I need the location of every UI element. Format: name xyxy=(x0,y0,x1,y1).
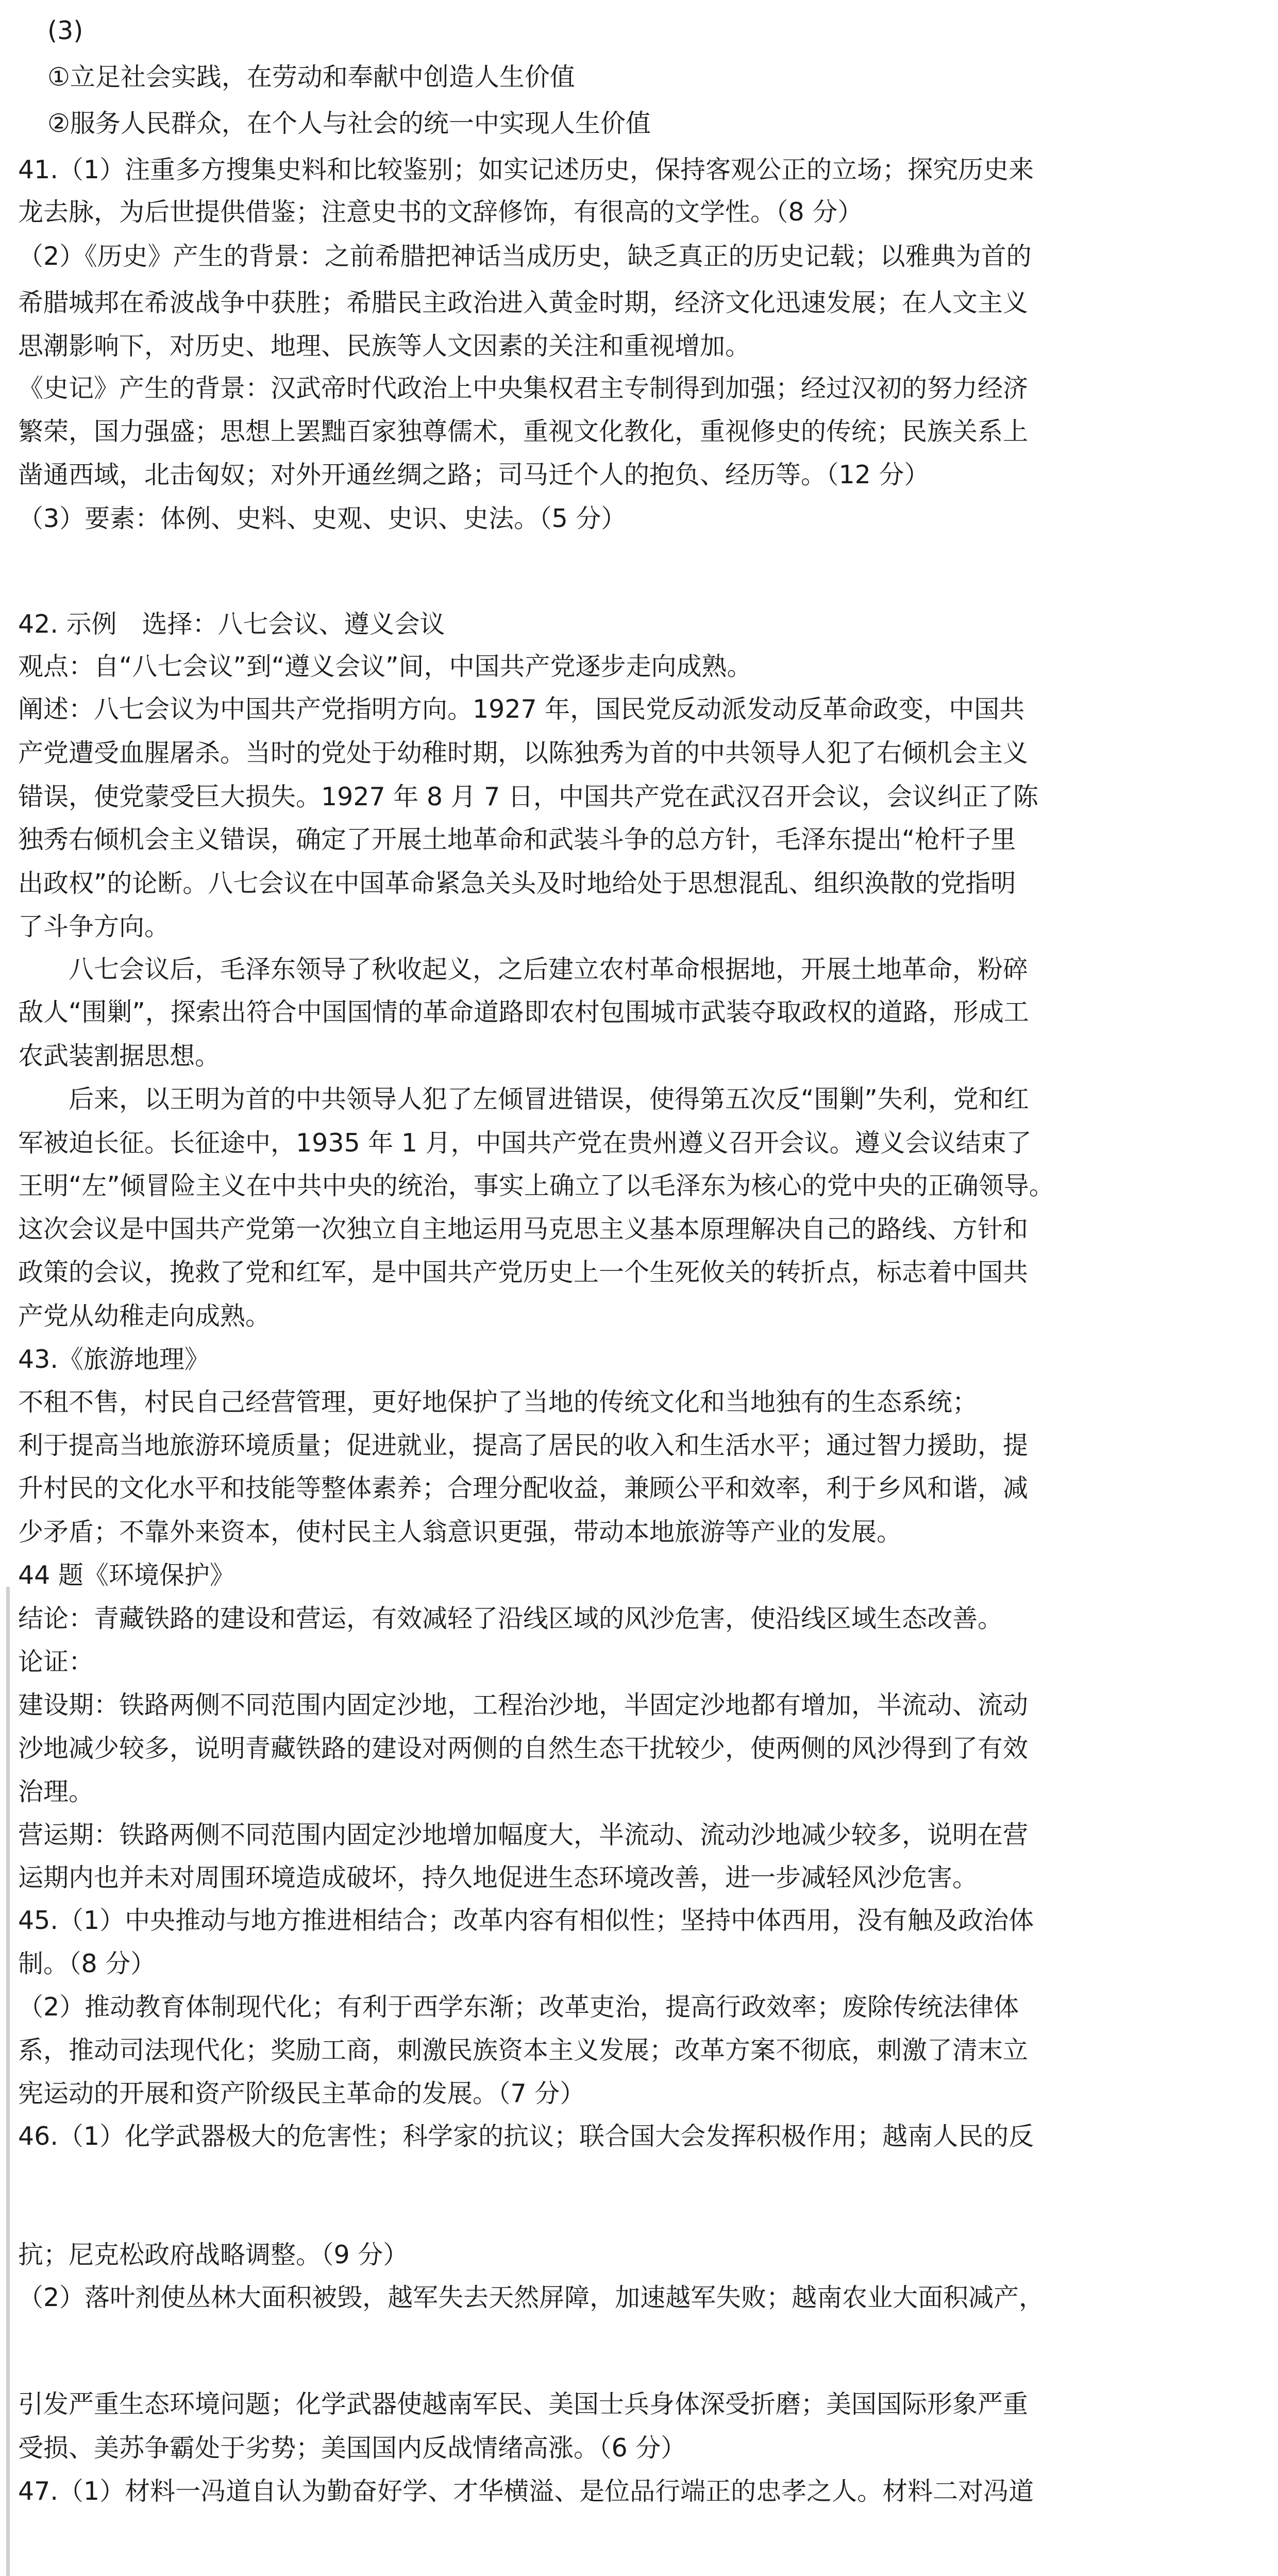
text-line: 42. 示例 选择：八七会议、遵义会议 xyxy=(18,609,445,639)
text-line: 不租不售，村民自己经营管理，更好地保护了当地的传统文化和当地独有的生态系统； xyxy=(18,1387,978,1417)
text-line: 后来，以王明为首的中共领导人犯了左倾冒进错误，使得第五次反“围剿”失利，党和红 xyxy=(18,1084,1029,1114)
text-line: 论证： xyxy=(18,1647,94,1676)
text-line: 繁荣，国力强盛；思想上罢黜百家独尊儒术，重视文化教化，重视修史的传统；民族关系上 xyxy=(18,417,1029,446)
text-line: （2）推动教育体制现代化；有利于西学东渐；改革吏治，提高行政效率；废除传统法律体 xyxy=(18,1992,1019,2022)
text-line: 了斗争方向。 xyxy=(18,912,170,941)
text-line: 引发严重生态环境问题；化学武器使越南军民、美国士兵身体深受折磨；美国国际形象严重 xyxy=(18,2389,1029,2419)
text-line: 运期内也并未对周围环境造成破坏，持久地促进生态环境改善，进一步减轻风沙危害。 xyxy=(18,1863,978,1892)
text-line: （2）落叶剂使丛林大面积被毁，越军失去天然屏障，加速越军失败；越南农业大面积减产， xyxy=(18,2283,1045,2312)
text-line: 营运期：铁路两侧不同范围内固定沙地增加幅度大，半流动、流动沙地减少较多，说明在营 xyxy=(18,1820,1029,1850)
text-line: 44 题《环境保护》 xyxy=(18,1561,235,1590)
text-line: 敌人“围剿”，探索出符合中国国情的革命道路即农村包围城市武装夺取政权的道路，形成工 xyxy=(18,997,1029,1027)
text-line: 结论：青藏铁路的建设和营运，有效减轻了沿线区域的风沙危害，使沿线区域生态改善。 xyxy=(18,1604,1003,1633)
text-line: 47.（1）材料一冯道自认为勤奋好学、才华横溢、是位品行端正的忠孝之人。材料二对冯道 xyxy=(18,2477,1034,2506)
text-line: 《史记》产生的背景：汉武帝时代政治上中央集权君主专制得到加强；经过汉初的努力经济 xyxy=(18,374,1029,403)
text-line: 宪运动的开展和资产阶级民主革命的发展。（7 分） xyxy=(18,2079,585,2108)
text-line: 45.（1）中央推动与地方推进相结合；改革内容有相似性；坚持中体西用，没有触及政治体 xyxy=(18,1906,1034,1935)
text-line: 王明“左”倾冒险主义在中共中央的统治，事实上确立了以毛泽东为核心的党中央的正确领导。 xyxy=(18,1171,1054,1200)
text-line: 产党遭受血腥屠杀。当时的党处于幼稚时期，以陈独秀为首的中共领导人犯了右倾机会主义 xyxy=(18,738,1029,768)
text-line: ②服务人民群众，在个人与社会的统一中实现人生价值 xyxy=(47,109,651,138)
text-line: 46.（1）化学武器极大的危害性；科学家的抗议；联合国大会发挥积极作用；越南人民的反 xyxy=(18,2122,1034,2151)
text-line: 受损、美苏争霸处于劣势；美国国内反战情绪高涨。（6 分） xyxy=(18,2433,686,2463)
text-line: 观点：自“八七会议”到“遵义会议”间，中国共产党逐步走向成熟。 xyxy=(18,652,752,681)
text-line: 八七会议后，毛泽东领导了秋收起义，之后建立农村革命根据地，开展土地革命，粉碎 xyxy=(18,955,1029,984)
text-line: 治理。 xyxy=(18,1777,94,1806)
text-line: 建设期：铁路两侧不同范围内固定沙地，工程治沙地，半固定沙地都有增加，半流动、流动 xyxy=(18,1690,1029,1720)
text-line: 农武装割据思想。 xyxy=(18,1041,221,1071)
text-line: 少矛盾；不靠外来资本，使村民主人翁意识更强，带动本地旅游等产业的发展。 xyxy=(18,1517,902,1547)
left-margin-rule xyxy=(6,1587,10,2576)
text-line: 产党从幼稚走向成熟。 xyxy=(18,1301,271,1331)
text-line: 41.（1）注重多方搜集史料和比较鉴别；如实记述历史，保持客观公正的立场；探究历史来 xyxy=(18,155,1034,184)
text-line: 凿通西域，北击匈奴；对外开通丝绸之路；司马迁个人的抱负、经历等。（12 分） xyxy=(18,460,930,489)
text-line: 军被迫长征。长征途中，1935 年 1 月，中国共产党在贵州遵义召开会议。遵义会议结束了 xyxy=(18,1128,1032,1158)
text-line: 独秀右倾机会主义错误，确定了开展土地革命和武装斗争的总方针，毛泽东提出“枪杆子里 xyxy=(18,825,1016,854)
text-line: 政策的会议，挽救了党和红军，是中国共产党历史上一个生死攸关的转折点，标志着中国共 xyxy=(18,1258,1029,1287)
text-line: (3) xyxy=(47,16,83,45)
text-line: 思潮影响下，对历史、地理、民族等人文因素的关注和重视增加。 xyxy=(18,331,751,361)
text-line: 升村民的文化水平和技能等整体素养；合理分配收益，兼顾公平和效率，利于乡风和谐，减 xyxy=(18,1473,1029,1503)
text-line: （3）要素：体例、史料、史观、史识、史法。（5 分） xyxy=(18,504,627,533)
text-line: 制。（8 分） xyxy=(18,1949,156,1978)
text-line: 系，推动司法现代化；奖励工商，刺激民族资本主义发展；改革方案不彻底，刺激了清末立 xyxy=(18,2036,1029,2065)
text-line: 这次会议是中国共产党第一次独立自主地运用马克思主义基本原理解决自己的路线、方针和 xyxy=(18,1214,1029,1244)
text-line: 阐述：八七会议为中国共产党指明方向。1927 年，国民党反动派发动反革命政变，中国共 xyxy=(18,694,1025,724)
text-line: 沙地减少较多，说明青藏铁路的建设对两侧的自然生态干扰较少，使两侧的风沙得到了有效 xyxy=(18,1734,1029,1763)
text-line: 希腊城邦在希波战争中获胜；希腊民主政治进入黄金时期，经济文化迅速发展；在人文主义 xyxy=(18,288,1029,317)
text-line: 出政权”的论断。八七会议在中国革命紧急关头及时地给处于思想混乱、组织涣散的党指明 xyxy=(18,869,1016,898)
text-line: 43.《旅游地理》 xyxy=(18,1345,210,1374)
text-line: 利于提高当地旅游环境质量；促进就业，提高了居民的收入和生活水平；通过智力援助，提 xyxy=(18,1431,1029,1460)
text-line: 错误，使党蒙受巨大损失。1927 年 8 月 7 日，中国共产党在武汉召开会议，会议纠正了陈 xyxy=(18,782,1038,811)
text-line: ①立足社会实践，在劳动和奉献中创造人生价值 xyxy=(47,62,575,92)
text-line: （2）《历史》产生的背景：之前希腊把神话当成历史，缺乏真正的历史记载；以雅典为首的 xyxy=(18,242,1032,271)
text-line: 龙去脉，为后世提供借鉴；注意史书的文辞修饰，有很高的文学性。（8 分） xyxy=(18,197,863,227)
text-line: 抗；尼克松政府战略调整。（9 分） xyxy=(18,2240,409,2269)
